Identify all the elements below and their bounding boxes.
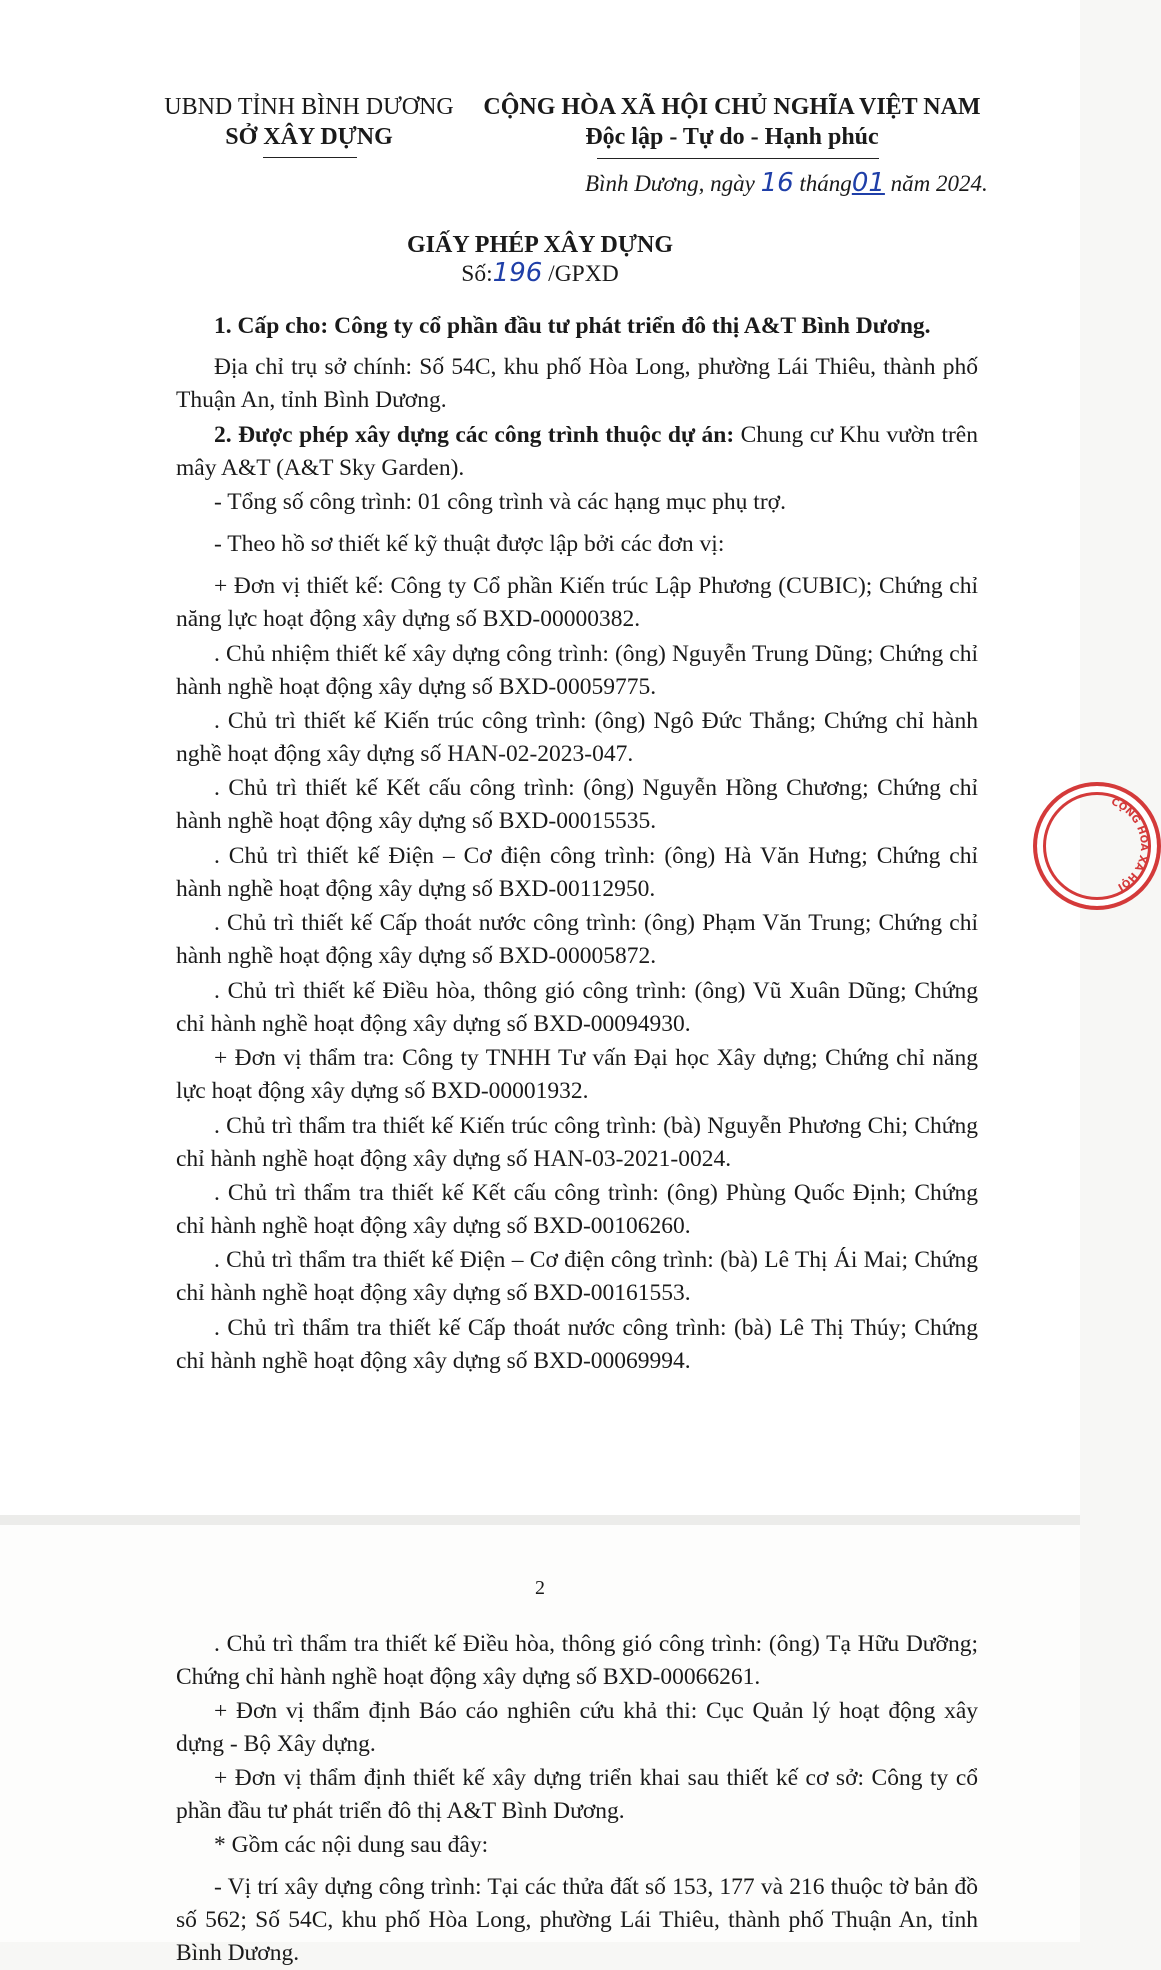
nation-motto: Độc lập - Tự do - Hạnh phúc (585, 124, 879, 150)
svg-text:CỘNG HÒA XÃ HỘI: CỘNG HÒA XÃ HỘI (1109, 796, 1150, 893)
issue-date (585, 168, 988, 198)
section-2-project: Chung cư Khu vườn trên mây A&T (A&T Sky Garden). (176, 422, 978, 481)
company-address: Địa chỉ trụ sở chính: Số 54C, khu phố Hòa Long, phường Lái Thiêu, thành phố Thuận An, tỉnh Bình Dương. (176, 354, 978, 413)
date-prefix: Bình Dương, ngày (585, 171, 755, 196)
review-hvac: . Chủ trì thẩm tra thiết kế Điều hòa, thông gió công trình: (ông) Tạ Hữu Dưỡng; Chứng chỉ hành nghề hoạt động xây dựng số BXD-00066261. (176, 1631, 978, 1690)
arch-lead: . Chủ trì thiết kế Kiến trúc công trình: (ông) Ngô Đức Thắng; Chứng chỉ hành nghề hoạt động xây dựng số HAN-02-2023-047. (176, 708, 978, 767)
date-month-word: tháng (799, 171, 852, 196)
design-head: . Chủ nhiệm thiết kế xây dựng công trình: (ông) Nguyễn Trung Dũng; Chứng chỉ hành nghề hoạt động xây dựng số BXD-00059775. (176, 641, 978, 700)
hvac-lead: . Chủ trì thiết kế Điều hòa, thông gió công trình: (ông) Vũ Xuân Dũng; Chứng chỉ hành nghề hoạt động xây dựng số BXD-00094930. (176, 978, 978, 1037)
construction-location: - Vị trí xây dựng công trình: Tại các thửa đất số 153, 177 và 216 thuộc tờ bản đồ số 562; Số 54C, khu phố Hòa Long, phường Lái Thiêu, thành phố Thuận An, tỉnh Bình Dương. (176, 1874, 978, 1966)
date-suffix: năm 2024. (890, 171, 988, 196)
dossier-intro: - Theo hồ sơ thiết kế kỹ thuật được lập bởi các đơn vị: (214, 531, 725, 557)
nation-title: CỘNG HÒA XÃ HỘI CHỦ NGHĨA VIỆT NAM (483, 94, 981, 120)
elec-lead: . Chủ trì thiết kế Điện – Cơ điện công trình: (ông) Hà Văn Hưng; Chứng chỉ hành nghề hoạt động xây dựng số BXD-00112950. (176, 843, 978, 902)
review-arch: . Chủ trì thẩm tra thiết kế Kiến trúc công trình: (bà) Nguyễn Phương Chi; Chứng chỉ hành nghề hoạt động xây dựng số HAN-03-2021-0024. (176, 1113, 978, 1172)
contents-intro: * Gồm các nội dung sau đây: (214, 1832, 489, 1858)
design-unit: + Đơn vị thiết kế: Công ty Cổ phần Kiến trúc Lập Phương (CUBIC); Chứng chỉ năng lực hoạt động xây dựng số BXD-00000382. (176, 573, 978, 632)
review-water: . Chủ trì thẩm tra thiết kế Cấp thoát nước công trình: (bà) Lê Thị Thúy; Chứng chỉ hành nghề hoạt động xây dựng số BXD-00069994. (176, 1315, 978, 1374)
review-struct: . Chủ trì thẩm tra thiết kế Kết cấu công trình: (ông) Phùng Quốc Định; Chứng chỉ hành nghề hoạt động xây dựng số BXD-00106260. (176, 1180, 978, 1239)
permit-number (0, 258, 1080, 288)
agency-name: UBND TỈNH BÌNH DƯƠNG (164, 94, 454, 120)
page-separator (0, 1515, 1080, 1525)
permit-number-prefix: Số: (461, 261, 493, 287)
section-1-heading: 1. Cấp cho: Công ty cổ phần đầu tư phát triển đô thị A&T Bình Dương. (214, 313, 931, 339)
section-2-heading: 2. Được phép xây dựng các công trình thuộc dự án: (214, 422, 735, 448)
review-unit: + Đơn vị thẩm tra: Công ty TNHH Tư vấn Đại học Xây dựng; Chứng chỉ năng lực hoạt động xây dựng số BXD-00001932. (176, 1045, 978, 1104)
permit-number-value: 196 (492, 258, 543, 288)
design-appraisal-unit: + Đơn vị thẩm định thiết kế xây dựng triển khai sau thiết kế cơ sở: Công ty cổ phần đầu tư phát triển đô thị A&T Bình Dương. (176, 1765, 978, 1824)
motto-underline (597, 158, 879, 159)
document-title: GIẤY PHÉP XÂY DỰNG (407, 232, 673, 258)
official-seal-stamp (1033, 782, 1161, 910)
date-day: 16 (760, 168, 794, 198)
department-underline (263, 157, 357, 158)
date-month: 01 (851, 168, 885, 198)
permit-number-suffix: /GPXD (548, 261, 619, 287)
section-2 (176, 419, 978, 485)
department-name: SỞ XÂY DỰNG (225, 124, 393, 150)
review-elec: . Chủ trì thẩm tra thiết kế Điện – Cơ điện công trình: (bà) Lê Thị Ái Mai; Chứng chỉ hành nghề hoạt động xây dựng số BXD-00161553. (176, 1247, 978, 1306)
page-number: 2 (535, 1577, 545, 1599)
seal-star-icon (1033, 782, 1161, 910)
feasibility-appraisal-unit: + Đơn vị thẩm định Báo cáo nghiên cứu khả thi: Cục Quản lý hoạt động xây dựng - Bộ Xây dựng. (176, 1698, 978, 1757)
struct-lead: . Chủ trì thiết kế Kết cấu công trình: (ông) Nguyễn Hồng Chương; Chứng chỉ hành nghề hoạt động xây dựng số BXD-00015535. (176, 775, 978, 834)
water-lead: . Chủ trì thiết kế Cấp thoát nước công trình: (ông) Phạm Văn Trung; Chứng chỉ hành nghề hoạt động xây dựng số BXD-00005872. (176, 910, 978, 969)
total-works: - Tổng số công trình: 01 công trình và các hạng mục phụ trợ. (214, 489, 786, 515)
